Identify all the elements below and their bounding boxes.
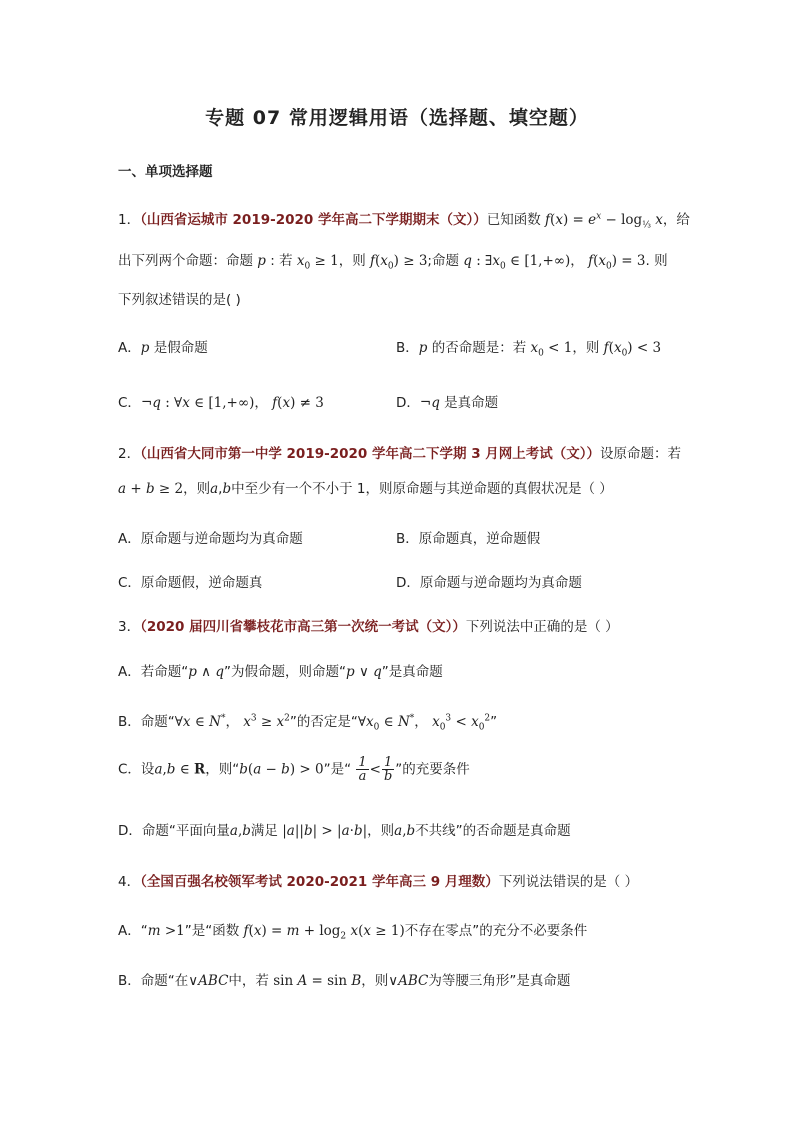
q1-option-a[interactable]: A．p 是假命题 [118, 340, 208, 356]
q3-line-1: 3．（2020 届四川省攀枝花市高三第一次统一考试（文））下列说法中正确的是（ ） [118, 619, 619, 635]
q2-source: （山西省大同市第一中学 2019-2020 学年高二下学期 3 月网上考试（文）） [140, 446, 601, 462]
q4-line-1: 4．（全国百强名校领军考试 2020-2021 学年高三 9 月理数）下列说法错误的是（ ） [118, 874, 639, 890]
q4-option-b[interactable]: B．命题“在∨ABC中，若 sin A = sin B，则∨ABC为等腰三角形”是真命题 [118, 973, 571, 989]
q1-function-formula: $f(x) = e^x - \log_{\frac{1}{3}} x$ [545, 211, 663, 231]
q2-option-c[interactable]: C．原命题假，逆命题真 [118, 575, 263, 591]
q1-line-3: 下列叙述错误的是( ) [118, 292, 241, 308]
q1-option-b[interactable]: B．p 的否命题是：若 $x_0 < 1$，则 $f(x_0) < 3$ [396, 340, 662, 359]
q2-option-d[interactable]: D．原命题与逆命题均为真命题 [396, 575, 582, 591]
q2-line-1: 2．（山西省大同市第一中学 2019-2020 学年高二下学期 3 月网上考试（文））设原命题：若 [118, 446, 682, 462]
q1-option-c[interactable]: C．¬q : ∀x ∈ [1,+∞)， f(x) ≠ 3 [118, 395, 324, 411]
q4-option-a[interactable]: A．“m >1”是“函数 $f(x) = m + \log_2 x(x \ge 1)$不存在零点”的充分不必要条件 [118, 923, 588, 942]
q3-option-d[interactable]: D．命题“平面向量a,b满足 |a||b| > |a·b|，则a,b不共线”的否命题是真命题 [118, 823, 571, 839]
q3-option-a[interactable]: A．若命题“p ∧ q”为假命题，则命题“p ∨ q”是真命题 [118, 664, 443, 680]
q4-source: （全国百强名校领军考试 2020-2021 学年高三 9 月理数） [140, 874, 499, 890]
q3-option-b[interactable]: B．命题“∀x ∈ N*， $x^3 \ge x^2$”的否定是“$\forall x_0$ ∈ N*， $x_0^3 < x_0^2$” [118, 713, 498, 733]
page-title: 专题 07 常用逻辑用语（选择题、填空题） [205, 107, 589, 129]
q2-line-2: a + b ≥ 2，则a,b中至少有一个不小于 1，则原命题与其逆命题的真假状况是（ ） [118, 481, 613, 497]
section-heading: 一、单项选择题 [118, 164, 213, 180]
q1-line-1: 1．（山西省运城市 2019-2020 学年高二下学期期末（文））已知函数 $f(x) = e^x - \log_{\frac{1}{3}} x$，给 [118, 211, 690, 231]
q2-option-a[interactable]: A．原命题与逆命题均为真命题 [118, 531, 303, 547]
q1-line-2: 出下列两个命题：命题 p : 若 $x_0 \ge 1$，则 $f(x_0) \ge 3$;命题 q : $\exists x_0$ ∈ [1,+∞)， $f(x_0) = 3$. 则 [118, 253, 668, 272]
q1-source: （山西省运城市 2019-2020 学年高二下学期期末（文）） [140, 212, 487, 228]
q3-option-c[interactable]: C．设a,b ∈ R，则“b(a − b) > 0”是“ $\frac{1}{a}$ < $\frac{1}{b}$ ”的充要条件 [118, 755, 470, 784]
q2-option-b[interactable]: B．原命题真，逆命题假 [396, 531, 541, 547]
q1-option-d[interactable]: D．¬q 是真命题 [396, 395, 499, 411]
q3-source: （2020 届四川省攀枝花市高三第一次统一考试（文）） [140, 619, 466, 635]
